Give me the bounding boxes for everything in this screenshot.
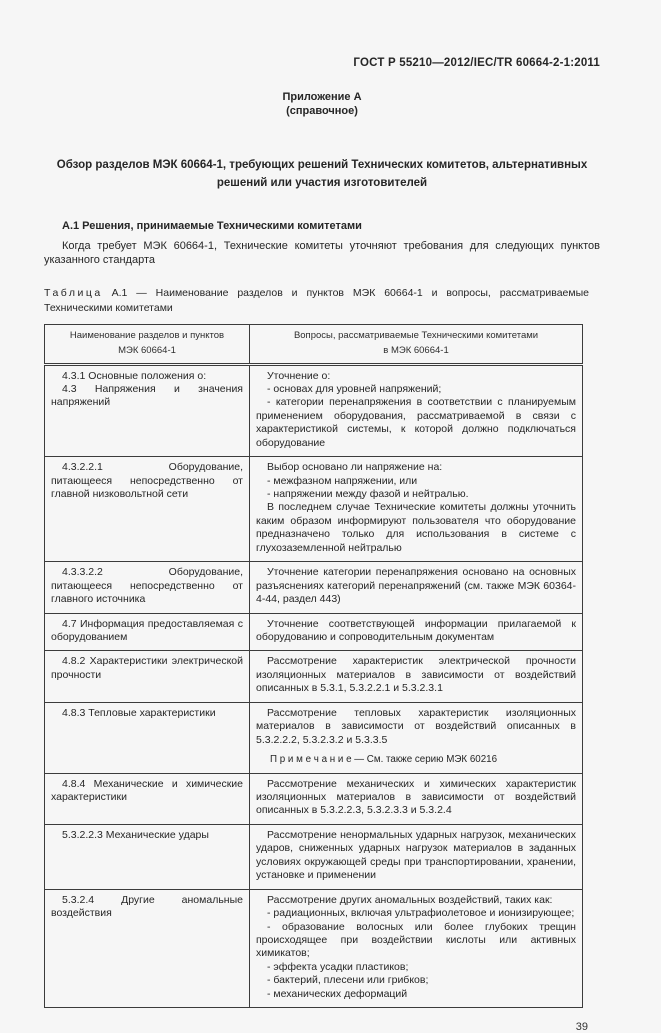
cell-section — [45, 824, 250, 889]
cell-paragraph: - основах для уровней напряжений; — [267, 382, 442, 395]
cell-section — [45, 773, 250, 824]
cell-paragraph: - образование волосных или более глубоких трещин происходящее при воздействии кислоты или активных химикатов; — [256, 920, 576, 960]
table-row — [45, 613, 583, 651]
cell-section — [45, 889, 250, 1008]
cell-note: П р и м е ч а н и е — См. также серию МЭК 60216 — [270, 754, 498, 766]
cell-section — [45, 457, 250, 562]
table-caption-text: А.1 — Наименование разделов и пунктов МЭК 60664-1 и вопросы, рассматриваемые Техническими комитетами — [44, 286, 589, 314]
cell-paragraph: 5.3.2.2.3 Механические удары — [62, 828, 209, 841]
table-row — [45, 702, 583, 773]
cell-questions — [250, 889, 583, 1008]
cell-paragraph: Рассмотрение характеристик электрической прочности изоляционных материалов в зависимости от воздействий описанных в 5.3.1, 5.3.2.2.1 и 5.3.2.3.1 — [256, 655, 576, 695]
cell-paragraph: 4.7 Информация предоставляемая с оборудованием — [51, 617, 243, 643]
cell-questions — [250, 651, 583, 702]
cell-paragraph: 4.8.4 Механические и химические характеристики — [51, 777, 243, 803]
cell-paragraph: 4.3.3.2.2 Оборудование, питающееся непосредственно от главного источника — [51, 566, 243, 606]
column-header-questions-line1: Вопросы, рассматриваемые Техническими комитетами — [293, 330, 539, 342]
column-header-sections-line1: Наименование разделов и пунктов — [69, 330, 225, 342]
table-row — [45, 651, 583, 702]
cell-section — [45, 364, 250, 457]
table-row — [45, 364, 583, 457]
cell-paragraph: Рассмотрение механических и химических характеристик изоляционных материалов в зависимости от воздействий описанных в 5.3.2.2.3, 5.3.2.3.3 и 5.3.2.4 — [256, 777, 576, 817]
cell-paragraph: Уточнение соответствующей информации прилагаемой к оборудованию и сопроводительным документам — [256, 617, 576, 643]
cell-questions — [250, 773, 583, 824]
cell-paragraph: В последнем случае Технические комитеты должны уточнить каким образом информируют пользователя что оборудование предназначено только для использования в системе с глухозаземленной нейтралью — [256, 501, 576, 554]
table-row — [45, 889, 583, 1008]
cell-section — [45, 702, 250, 773]
clause-paragraph: Когда требует МЭК 60664-1, Технические комитеты уточняют требования для следующих пунктов указанного стандарта — [44, 239, 600, 267]
annex-type: (справочное) — [286, 105, 358, 117]
cell-paragraph: 4.8.2 Характеристики электрической прочности — [51, 655, 243, 681]
column-header-sections — [45, 325, 250, 364]
cell-paragraph: 4.8.3 Тепловые характеристики — [62, 706, 216, 719]
column-header-questions-line2: в МЭК 60664-1 — [383, 344, 449, 356]
cell-paragraph: Рассмотрение других аномальных воздействий, таких как: — [267, 893, 553, 906]
table-row — [45, 824, 583, 889]
table-caption-word: Таблица — [44, 286, 103, 299]
cell-paragraph: Рассмотрение тепловых характеристик изоляционных материалов в зависимости от воздействий описанных в 5.3.2.2.2, 5.3.2.3.2 и 5.3.3.5 — [256, 706, 576, 746]
table-row — [45, 562, 583, 613]
cell-questions — [250, 613, 583, 651]
table-a1 — [44, 324, 583, 1008]
cell-section — [45, 651, 250, 702]
table-header-row — [45, 325, 583, 364]
document-code: ГОСТ Р 55210—2012/IEC/TR 60664-2-1:2011 — [353, 57, 600, 69]
cell-paragraph: Уточнение категории перенапряжения основано на основных разъяснениях категорий перенапряжений (см. также МЭК 60364-4-44, раздел 443) — [256, 566, 576, 606]
clause-heading: А.1 Решения, принимаемые Техническими комитетами — [62, 219, 362, 232]
cell-paragraph: - категории перенапряжения в соответствии с планируемым применением оборудования, рассматриваемой в связи с характеристикой системы, к которой должно подключаться оборудование — [256, 396, 576, 449]
table-caption — [44, 286, 589, 316]
cell-questions — [250, 562, 583, 613]
cell-paragraph: Выбор основано ли напряжение на: — [267, 461, 443, 474]
cell-section — [45, 562, 250, 613]
cell-paragraph: Рассмотрение ненормальных ударных нагрузок, механических ударов, сниженных ударных нагрузок материалов в заданных условиях окружающей среды при транспортировании, хранении, установке и применении — [256, 828, 576, 882]
column-header-questions — [250, 325, 583, 364]
column-header-sections-line2: МЭК 60664-1 — [118, 344, 176, 356]
cell-paragraph: 4.3 Напряжения и значения напряжений — [51, 382, 243, 409]
cell-paragraph: - напряжении между фазой и нейтралью. — [267, 488, 469, 501]
cell-paragraph: - радиационных, включая ультрафиолетовое и ионизирующее; — [267, 907, 575, 920]
cell-paragraph: - механических деформаций — [267, 987, 408, 1000]
cell-paragraph: - бактерий, плесени или грибков; — [267, 974, 429, 987]
cell-paragraph: Уточнение о: — [267, 369, 331, 382]
cell-questions — [250, 457, 583, 562]
cell-paragraph: 4.3.2.2.1 Оборудование, питающееся непосредственно от главной низковольтной сети — [51, 461, 243, 501]
cell-questions — [250, 702, 583, 773]
table-row — [45, 773, 583, 824]
cell-section — [45, 613, 250, 651]
appendix-heading: Обзор разделов МЭК 60664-1, требующих решений Технических комитетов, альтернативных решений или участия изготовителей — [56, 159, 588, 189]
annex-title: Приложение А — [282, 91, 362, 103]
table-row — [45, 457, 583, 562]
cell-paragraph: - эффекта усадки пластиков; — [267, 960, 409, 973]
page-number: 39 — [575, 1021, 588, 1033]
table-body — [45, 364, 583, 1008]
cell-paragraph: - межфазном напряжении, или — [267, 474, 418, 487]
cell-paragraph: 4.3.1 Основные положения о: — [62, 369, 207, 382]
cell-paragraph: 5.3.2.4 Другие аномальные воздействия — [51, 893, 243, 920]
cell-questions — [250, 364, 583, 457]
cell-questions — [250, 824, 583, 889]
